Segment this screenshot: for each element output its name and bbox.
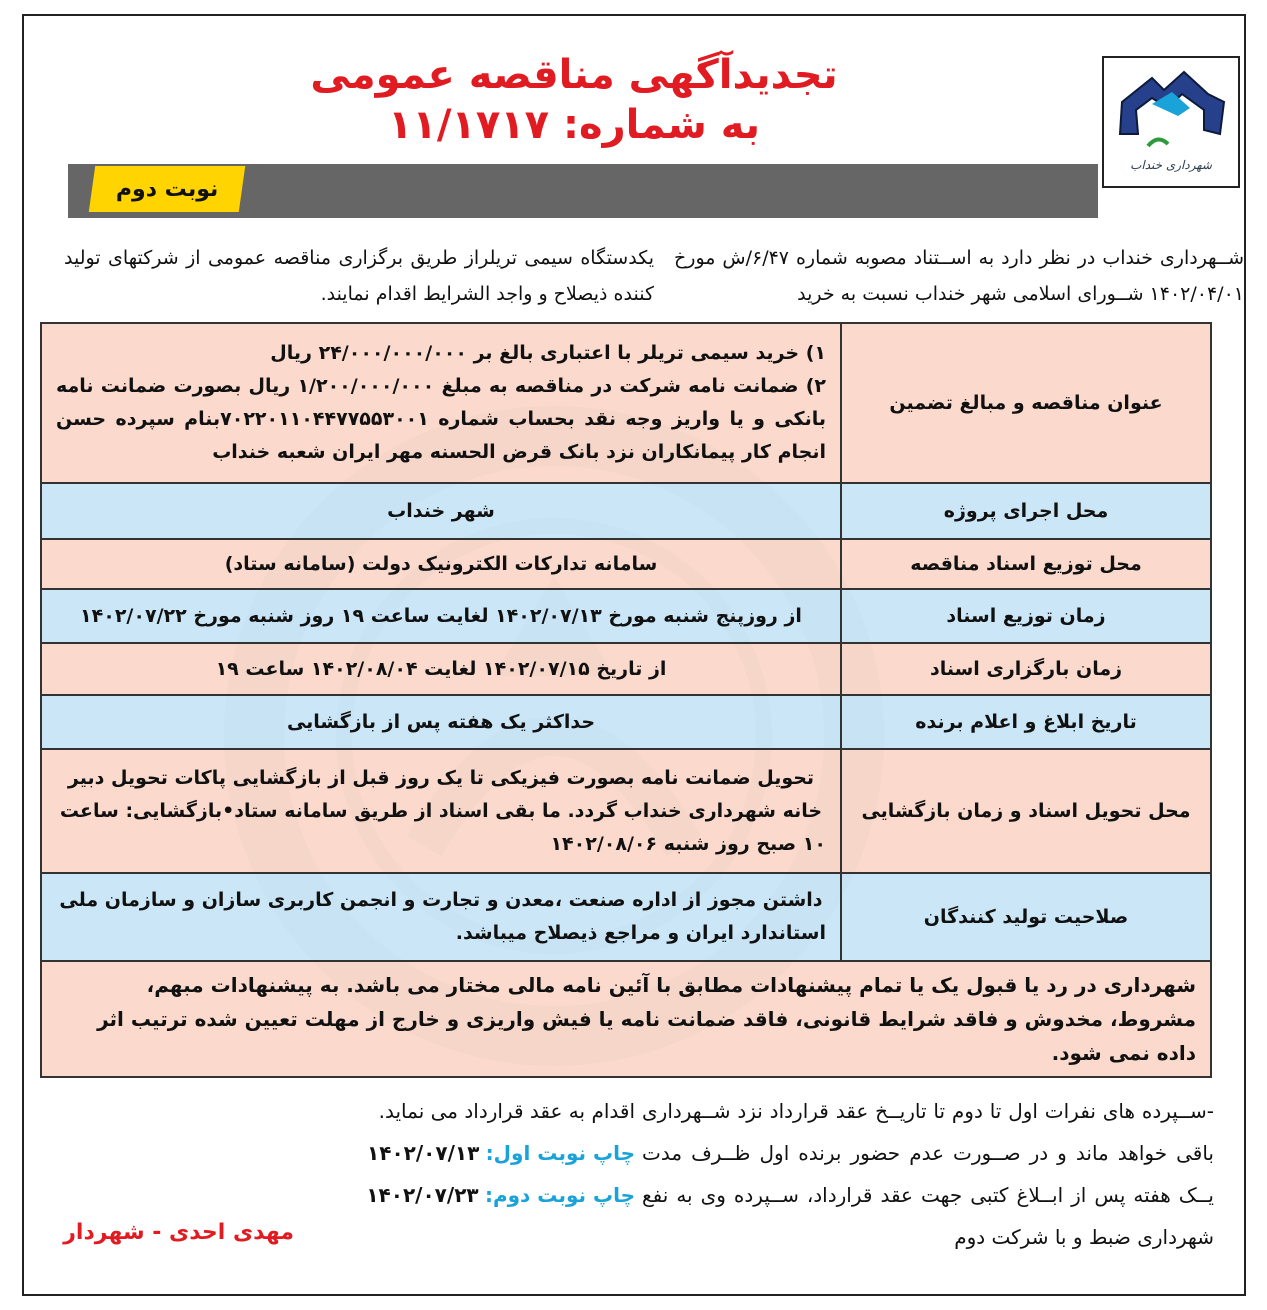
- intro-paragraph: [64, 240, 1244, 320]
- table-row: [41, 695, 1211, 749]
- tender-details-table: [40, 322, 1212, 1078]
- table-row: [41, 749, 1211, 873]
- municipality-logo: [1102, 56, 1240, 188]
- table-row: [41, 961, 1211, 1077]
- tender-item-1: ۱) خرید سیمی تریلر با اعتباری بالغ بر ۲۴/۰۰۰/۰۰۰/۰۰۰ ریال: [270, 342, 826, 364]
- table-row: [41, 643, 1211, 695]
- intro-left-column: یکدستگاه سیمی تریلراز طریق برگزاری مناقصه عمومی از شرکتهای تولید کننده ذیصلاح و واجد الشرایط اقدام نمایند.: [64, 247, 654, 305]
- tender-item-2: ۲) ضمانت نامه شرکت در مناقصه به مبلغ ۱/۲۰۰/۰۰۰/۰۰۰ ریال بصورت ضمانت نامه بانکی و یا واریز وجه نقد بحساب شماره ۷۰۲۲۰۱۱۰۴۴۷۷۵۵۳۰۰۱بنام سپرده حسن انجام کار پیمانکاران نزد بانک قرض الحسنه مهر ایران شعبه خنداب: [56, 375, 827, 463]
- deposit-note-continued: اقدام به عقد قرارداد می نماید.: [378, 1099, 635, 1123]
- row-value-project-location: شهر خنداب: [41, 483, 841, 539]
- row-label-doc-upload-time: زمان بارگزاری اسناد: [841, 643, 1211, 695]
- mayor-signature: مهدی احدی - شهردار: [63, 1220, 294, 1245]
- print-first-line: [280, 1132, 635, 1174]
- row-value-delivery-opening: تحویل ضمانت نامه بصورت فیزیکی تا یک روز قبل از بازگشایی پاکات تحویل دبیر خانه شهرداری خنداب گردد. ما بقی اسناد از طریق سامانه ستاد•بازگشایی: ساعت ۱۰ صبح روز شنبه ۱۴۰۲/۰۸/۰۶: [41, 749, 841, 873]
- table-row: [41, 483, 1211, 539]
- turn-badge-label: نوبت دوم: [115, 176, 219, 202]
- row-label-producer-qualification: صلاحیت تولید کنندگان: [841, 873, 1211, 961]
- intro-right-column: شــهرداری خنداب در نظر دارد به اســتناد مصوبه شماره ۶/۴۷/ش مورخ ۱۴۰۲/۰۴/۰۱ شــورای اسلامی شهر خنداب نسبت به خرید: [674, 247, 1244, 305]
- table-row: [41, 589, 1211, 643]
- row-value-producer-qualification: داشتن مجوز از اداره صنعت ،معدن و تجارت و انجمن کاربری سازان و سازمان ملی استاندارد ایران و مراجع ذیصلاح میباشد.: [41, 873, 841, 961]
- row-label-project-location: محل اجرای پروژه: [841, 483, 1211, 539]
- notice-number: به شماره: ۱۱/۱۷۱۷: [387, 102, 761, 148]
- row-label-winner-announcement: تاریخ ابلاغ و اعلام برنده: [841, 695, 1211, 749]
- row-label-doc-distribution-place: محل توزیع اسناد مناقصه: [841, 539, 1211, 589]
- table-row: [41, 323, 1211, 483]
- row-label-delivery-opening: محل تحویل اسناد و زمان بازگشایی: [841, 749, 1211, 873]
- print2-label: چاپ نوبت دوم:: [484, 1183, 635, 1207]
- row-value-tender-title: [41, 323, 841, 483]
- row-value-doc-upload-time: از تاریخ ۱۴۰۲/۰۷/۱۵ لغایت ۱۴۰۲/۰۸/۰۴ ساعت ۱۹: [41, 643, 841, 695]
- terms-note: شهرداری در رد یا قبول یک یا تمام پیشنهادات مطابق با آئین نامه مالی مختار می باشد. به پیشنهادات مبهم، مشروط، مخدوش و فاقد شرایط قانونی، فاقد ضمانت نامه یا فیش واریزی و خارج از مهلت تعیین شده ترتیب اثر داده نمی شود.: [41, 961, 1211, 1077]
- print-dates: [280, 1090, 635, 1216]
- row-value-doc-distribution-time: از روزپنج شنبه مورخ ۱۴۰۲/۰۷/۱۳ لغایت ساعت ۱۹ روز شنبه مورخ ۱۴۰۲/۰۷/۲۲: [41, 589, 841, 643]
- logo-caption: شهرداری خنداب: [1130, 158, 1212, 172]
- print1-date: ۱۴۰۲/۰۷/۱۳: [367, 1141, 480, 1165]
- row-value-winner-announcement: حداکثر یک هفته پس از بازگشایی: [41, 695, 841, 749]
- print1-label: چاپ نوبت اول:: [485, 1141, 635, 1165]
- table-row: [41, 539, 1211, 589]
- print-second-line: [280, 1174, 635, 1216]
- logo-emblem-icon: [1112, 64, 1230, 160]
- print2-date: ۱۴۰۲/۰۷/۲۳: [366, 1183, 479, 1207]
- row-label-doc-distribution-time: زمان توزیع اسناد: [841, 589, 1211, 643]
- notice-title: تجدیدآگهی مناقصه عمومی: [310, 52, 838, 98]
- deposit-note: -ســپرده های نفرات اول تا دوم تا تاریــخ عقد قرارداد نزد شــهرداری باقی خواهد ماند و در صــورت عدم حضور برنده اول ظــرف مدت یــک هفته پس از ابــلاغ کتبی جهت عقد قرارداد، ســپرده وی به نفع شهرداری ضبط و با شرکت دوم: [642, 1099, 1214, 1249]
- row-value-doc-distribution-place: سامانه تدارکات الکترونیک دولت (سامانه ستاد): [41, 539, 841, 589]
- row-label-tender-title: عنوان مناقصه و مبالغ تضمین: [841, 323, 1211, 483]
- turn-badge: [89, 166, 245, 212]
- table-row: [41, 873, 1211, 961]
